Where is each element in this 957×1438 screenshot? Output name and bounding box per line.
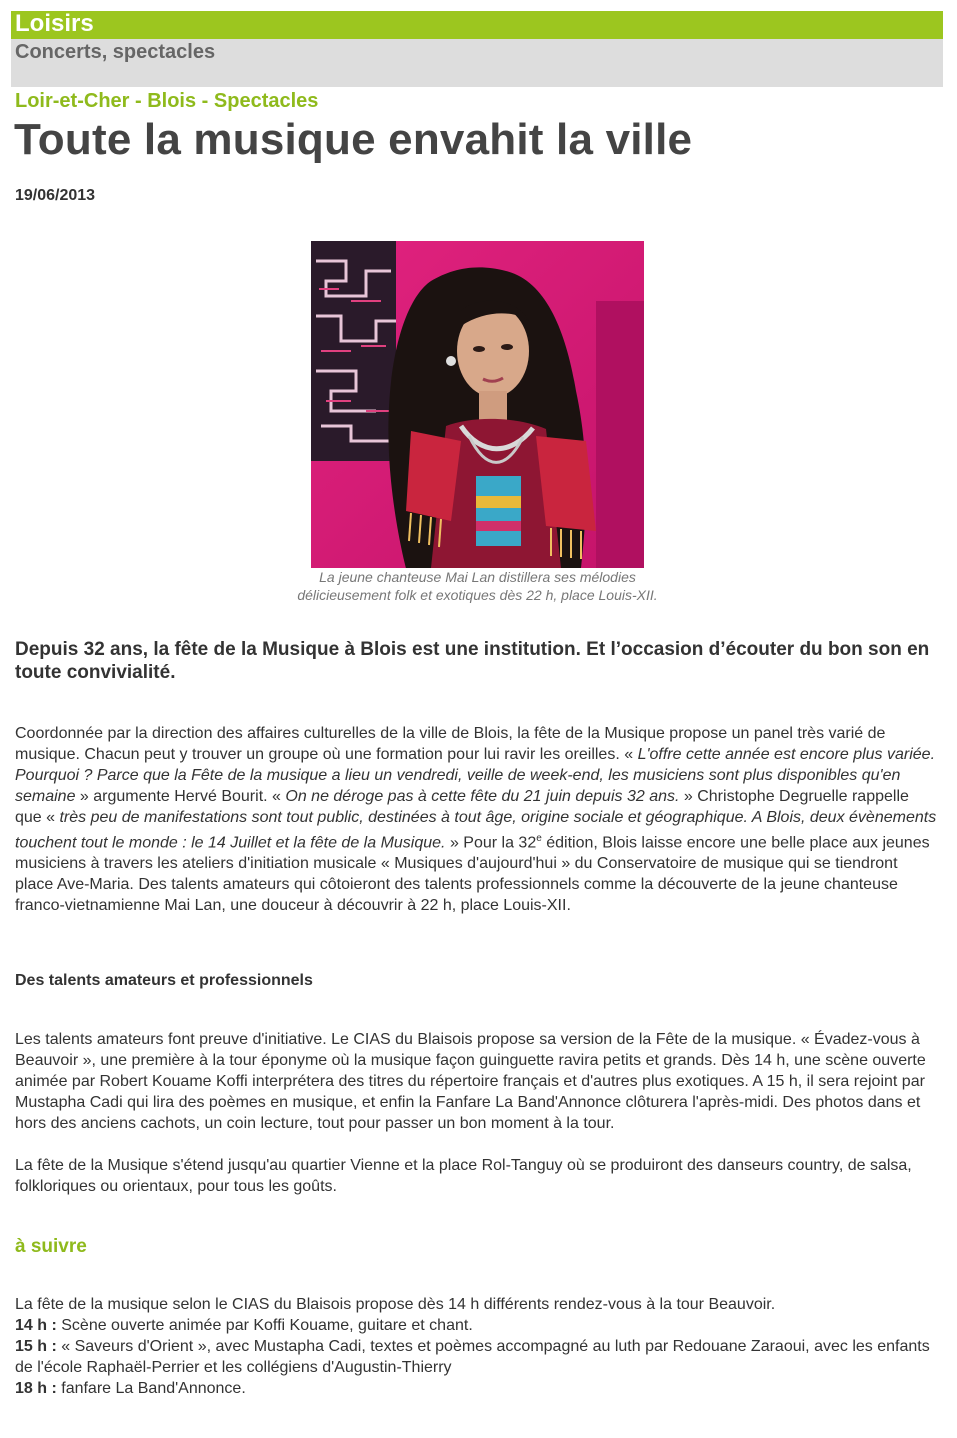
section-heading: Des talents amateurs et professionnels xyxy=(15,972,313,989)
article-photo xyxy=(311,241,644,568)
article-lead: Depuis 32 ans, la fête de la Musique à Blois est une institution. Et l’occasion d’écouter du bon son en toute convivialité. xyxy=(15,639,930,683)
quote-degruelle-2: très peu de manifestations sont tout public, destinées à tout âge, origine sociale et géographique. A Blois, deux évènements touchent tout le monde : le 14 Juillet et la fête de la Musique. xyxy=(15,809,937,852)
schedule-time: 15 h : xyxy=(15,1338,57,1355)
schedule-time: 18 h : xyxy=(15,1380,57,1397)
superscript: e xyxy=(536,833,542,844)
breadcrumb[interactable]: Loir-et-Cher - Blois - Spectacles xyxy=(15,90,319,112)
section-header-bar xyxy=(11,11,943,39)
schedule-block xyxy=(15,1294,940,1399)
caption-line: délicieusement folk et exotiques dès 22 h, place Louis-XII. xyxy=(297,587,658,603)
text-run: » Christophe Degruelle rappelle que « xyxy=(15,788,909,826)
paragraph-amateurs: Les talents amateurs font preuve d'initiative. Le CIAS du Blaisois propose sa version de la Fête de la musique. « Évadez-vous à Beauvoir », une première à la tour éponyme où la musique façon guinguette ravira petits et grands. Dès 14 h, une scène ouverte animée par Robert Kouame Koffi interprétera des titres du répertoire français et d'autres plus exotiques. A 15 h, il sera rejoint par Mustapha Cadi qui lira des poèmes en musique, et enfin la Fanfare La Band'Annonce clôturera l'après-midi. Des photos dans et hors des anciens cachots, un coin lecture, tout pour passer un bon moment à la tour. xyxy=(15,1031,926,1132)
quote-bourit: L'offre cette année est encore plus variée. Pourquoi ? Parce que la Fête de la musique a lieu un vendredi, veille de week-end, les musiciens sont plus disponibles qu'en semaine xyxy=(15,746,936,805)
subsection-title[interactable]: Concerts, spectacles xyxy=(15,41,216,63)
quote-degruelle-1: On ne déroge pas à cette fête du 21 juin depuis 32 ans. xyxy=(285,788,680,805)
singer-photo-illustration xyxy=(311,241,644,568)
caption-line: La jeune chanteuse Mai Lan distillera ses mélodies xyxy=(319,569,636,585)
schedule-item xyxy=(15,1378,940,1399)
schedule-text: « Saveurs d'Orient », avec Mustapha Cadi, textes et poèmes accompagné au luth par Redouane Zaraoui, avec les enfants de l'école Raphaël-Perrier et les collégiens d'Augustin-Thierry xyxy=(15,1338,930,1376)
paragraph-intro xyxy=(15,723,940,916)
a-suivre-heading: à suivre xyxy=(15,1236,87,1257)
schedule-time: 14 h : xyxy=(15,1317,57,1334)
schedule-intro: La fête de la musique selon le CIAS du Blaisois propose dès 14 h différents rendez-vous à la tour Beauvoir. xyxy=(15,1296,776,1313)
text-run: édition, Blois laisse encore une belle place aux jeunes musiciens à travers les ateliers d'initiation musicale « Musiques d'aujourd'hui » du Conservatoire de musique qui se tiendront place Ave-Maria. Des talents amateurs qui côtoieront des talents professionnels comme la découverte de la jeune chanteuse franco-vietnamienne Mai Lan, une douceur à découvrir à 22 h, place Louis-XII. xyxy=(15,834,930,915)
article-title: Toute la musique envahit la ville xyxy=(14,115,693,164)
photo-caption xyxy=(240,568,715,604)
paragraph-vienne: La fête de la Musique s'étend jusqu'au quartier Vienne et la place Rol-Tanguy où se produiront des danseurs country, de salsa, folkloriques ou orientaux, pour tous les goûts. xyxy=(15,1157,912,1195)
schedule-item xyxy=(15,1336,940,1378)
schedule-item xyxy=(15,1315,940,1336)
schedule-text: fanfare La Band'Annonce. xyxy=(56,1380,246,1397)
section-title[interactable]: Loisirs xyxy=(15,10,94,37)
text-run: » argumente Hervé Bourit. « xyxy=(75,788,286,805)
schedule-text: Scène ouverte animée par Koffi Kouame, guitare et chant. xyxy=(56,1317,473,1334)
text-run: » Pour la 32 xyxy=(445,834,537,852)
text-run: Coordonnée par la direction des affaires culturelles de la ville de Blois, la fête de la Musique propose un panel très varié de musique. Chacun peut y trouver un groupe où une formation pour lui ravir les oreilles. « xyxy=(15,725,886,763)
article-date: 19/06/2013 xyxy=(15,187,96,204)
